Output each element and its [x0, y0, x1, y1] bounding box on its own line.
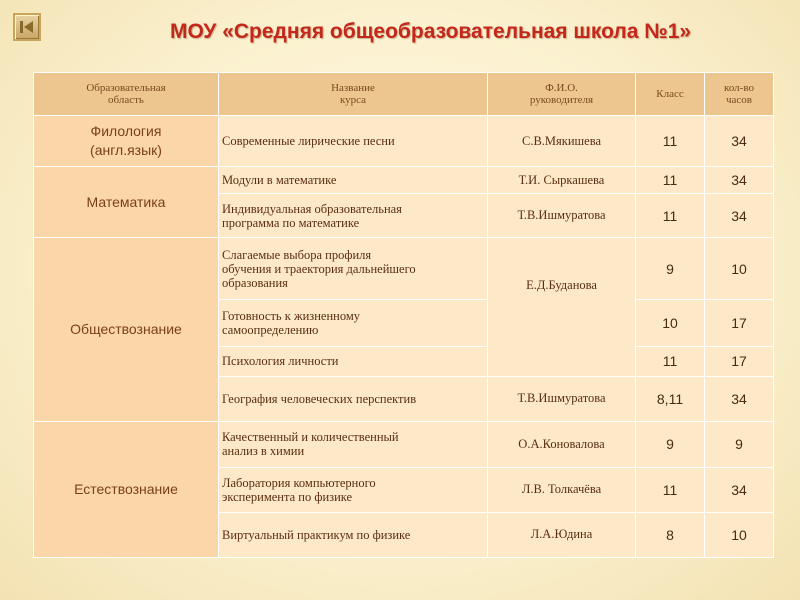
table-row — [34, 421, 774, 467]
teacher-cell: Т.В.Ишмуратова — [488, 376, 636, 421]
column-header-hours: кол-во часов — [705, 73, 774, 116]
course-cell: Современные лирические песни — [219, 116, 488, 167]
hours-cell: 34 — [705, 167, 774, 194]
column-header-grade: Класс — [636, 73, 705, 116]
course-cell: География человеческих перспектив — [219, 376, 488, 421]
column-header-teacher: Ф.И.О. руководителя — [488, 73, 636, 116]
hours-cell: 34 — [705, 194, 774, 238]
table-row — [34, 238, 774, 300]
area-social: Обществознание — [34, 238, 219, 421]
page-title: МОУ «Средняя общеобразовательная школа №1» — [170, 20, 692, 43]
grade-cell: 11 — [636, 346, 705, 376]
column-header-course: Название курса — [219, 73, 488, 116]
teacher-cell: Т.И. Сыркашева — [488, 167, 636, 194]
hours-cell: 17 — [705, 346, 774, 376]
teacher-cell: Е.Д.Буданова — [488, 238, 636, 376]
grade-cell: 11 — [636, 116, 705, 167]
teacher-cell: С.В.Мякишева — [488, 116, 636, 167]
hours-cell: 17 — [705, 300, 774, 346]
hours-cell: 34 — [705, 116, 774, 167]
course-cell: Лаборатория компьютерного эксперимента по физике — [219, 467, 488, 512]
teacher-cell: Т.В.Ишмуратова — [488, 194, 636, 238]
course-cell: Индивидуальная образовательная программа по математике — [219, 194, 488, 238]
hours-cell: 9 — [705, 421, 774, 467]
course-cell: Модули в математике — [219, 167, 488, 194]
hours-cell: 10 — [705, 238, 774, 300]
area-science: Естествознание — [34, 421, 219, 557]
courses-table — [33, 72, 774, 558]
column-header-area: Образовательная область — [34, 73, 219, 116]
course-cell: Готовность к жизненному самоопределению — [219, 300, 488, 346]
course-cell: Виртуальный практикум по физике — [219, 512, 488, 557]
course-cell: Слагаемые выбора профиля обучения и траектория дальнейшего образования — [219, 238, 488, 300]
grade-cell: 11 — [636, 467, 705, 512]
grade-cell: 10 — [636, 300, 705, 346]
hours-cell: 34 — [705, 467, 774, 512]
hours-cell: 34 — [705, 376, 774, 421]
grade-cell: 8 — [636, 512, 705, 557]
teacher-cell: Л.А.Юдина — [488, 512, 636, 557]
area-philology: Филология (англ.язык) — [34, 116, 219, 167]
teacher-cell: Л.В. Толкачёва — [488, 467, 636, 512]
hours-cell: 10 — [705, 512, 774, 557]
area-math: Математика — [34, 167, 219, 238]
grade-cell: 11 — [636, 167, 705, 194]
table-row — [34, 167, 774, 194]
teacher-cell: О.А.Коновалова — [488, 421, 636, 467]
table-row — [34, 116, 774, 167]
course-cell: Психология личности — [219, 346, 488, 376]
grade-cell: 9 — [636, 238, 705, 300]
grade-cell: 11 — [636, 194, 705, 238]
course-cell: Качественный и количественный анализ в химии — [219, 421, 488, 467]
grade-cell: 8,11 — [636, 376, 705, 421]
header-row — [34, 73, 774, 116]
grade-cell: 9 — [636, 421, 705, 467]
